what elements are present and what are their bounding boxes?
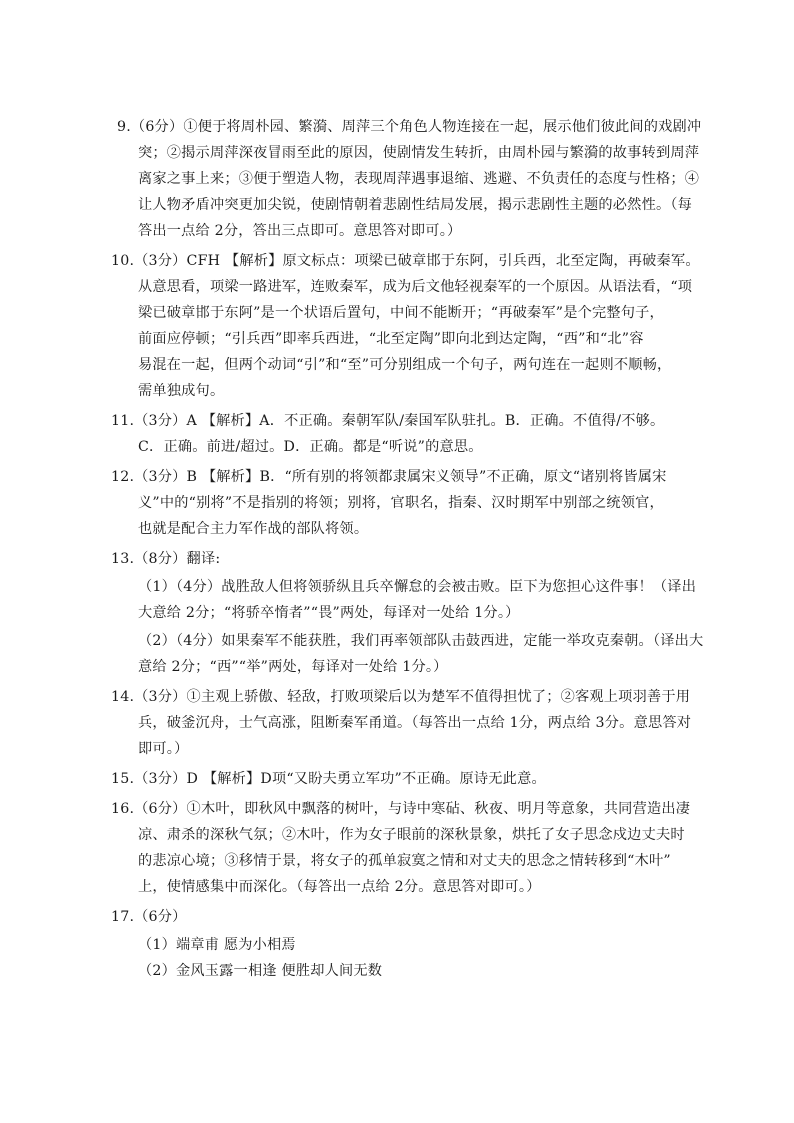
q10-line-5: 易混在一起，但两个动词“引”和“至”可分别组成一个句子，两句连在一起则不顺畅， bbox=[138, 357, 672, 373]
q10-line-4: 前面应停顿；“引兵西”即率兵西进，“北至定陶”即向北到达定陶，“西”和“北”容 bbox=[138, 331, 644, 347]
q13-line-3: 大意给 2分；“将骄卒惰者”“畏”两处，每译对一处给 1分。） bbox=[138, 605, 520, 621]
q9-line-4: 让人物矛盾冲突更加尖锐，使剧情朝着悲剧性结局发展，揭示悲剧性主题的必然性。（每 bbox=[138, 197, 693, 213]
q14-line-1: 14.（3分）①主观上骄傲、轻敌，打败项梁后以为楚军不值得担忧了；②客观上项羽善于用 bbox=[111, 689, 691, 705]
q9-line-3: 离家之事上来；③便于塑造人物，表现周萍遇事退缩、逃避、不负责任的态度与性格；④ bbox=[138, 171, 700, 187]
q10-line-3: 梁已破章邯于东阿”是一个状语后置句，中间不能断开；“再破秦军”是个完整句子， bbox=[138, 305, 664, 321]
q16-line-2: 凉、肃杀的深秋气氛；②木叶，作为女子眼前的深秋景象，烘托了女子思念戍边丈夫时 bbox=[138, 827, 685, 843]
q15-line-1: 15.（3分）D 【解析】D项“又盼夫勇立军功”不正确。原诗无此意。 bbox=[111, 771, 546, 787]
q10-line-6: 需单独成句。 bbox=[138, 383, 225, 399]
q16-line-1: 16.（6分）①木叶，即秋风中飘落的树叶，与诗中寒砧、秋夜、明月等意象，共同营造出凄 bbox=[111, 801, 691, 817]
q17-line-3: （2）金风玉露一相逢 便胜却人间无数 bbox=[138, 963, 383, 979]
q9-line-1: 9.（6分）①便于将周朴园、繁漪、周萍三个角色人物连接在一起，展示他们彼此间的戏剧冲 bbox=[117, 119, 702, 135]
q13-line-2: （1）（4分）战胜敌人但将领骄纵且兵卒懈怠的会被击败。臣下为您担心这件事！（译出 bbox=[138, 579, 697, 595]
q11-line-1: 11.（3分）A 【解析】A．不正确。秦朝军队/秦国军队驻扎。B．正确。不值得/不够。 bbox=[111, 413, 665, 429]
q11-line-2: C．正确。前进/超过。D．正确。都是“听说”的意思。 bbox=[138, 439, 483, 455]
q12-line-2: 义”中的“别将”不是指别的将领；别将，官职名，指秦、汉时期军中别部之统领官， bbox=[138, 495, 664, 511]
q17-line-2: （1）端章甫 愿为小相焉 bbox=[138, 937, 296, 953]
q10-line-1: 10.（3分）CFH 【解析】原文标点：项梁已破章邯于东阿，引兵西，北至定陶，再破秦军。 bbox=[111, 253, 700, 269]
q10-line-2: 从意思看，项梁一路进军，连败秦军，成为后文他轻视秦军的一个原因。从语法看，“项 bbox=[138, 279, 693, 295]
q14-line-2: 兵，破釜沉舟，士气高涨，阻断秦军甬道。（每答出一点给 1分，两点给 3分。意思答对 bbox=[138, 715, 692, 731]
q9-line-2: 突；②揭示周萍深夜冒雨至此的原因，使剧情发生转折，由周朴园与繁漪的故事转到周萍 bbox=[138, 145, 700, 161]
q14-line-3: 即可。） bbox=[138, 741, 189, 757]
q13-line-5: 意给 2分；“西”“举”两处，每译对一处给 1分。） bbox=[138, 659, 448, 675]
q12-line-1: 12.（3分）B 【解析】B．“所有别的将领都隶属宋义领导”不正确，原文“诸别将皆属宋 bbox=[111, 469, 667, 485]
q13-line-1: 13.（8分）翻译: bbox=[111, 551, 221, 567]
q9-line-5: 答出一点给 2分，答出三点即可。意思答对即可。） bbox=[138, 223, 462, 239]
q16-line-3: 的悲凉心境；③移情于景，将女子的孤单寂寞之情和对丈夫的思念之情转移到“木叶” bbox=[138, 853, 671, 869]
q13-line-4: （2）（4分）如果秦军不能获胜，我们再率领部队击鼓西进，定能一举攻克秦朝。（译出大 bbox=[138, 633, 704, 649]
q12-line-3: 也就是配合主力军作战的部队将领。 bbox=[138, 521, 369, 537]
q17-line-1: 17.（6分） bbox=[111, 909, 187, 925]
q16-line-4: 上，使情感集中而深化。（每答出一点给 2分。意思答对即可。） bbox=[138, 879, 541, 895]
